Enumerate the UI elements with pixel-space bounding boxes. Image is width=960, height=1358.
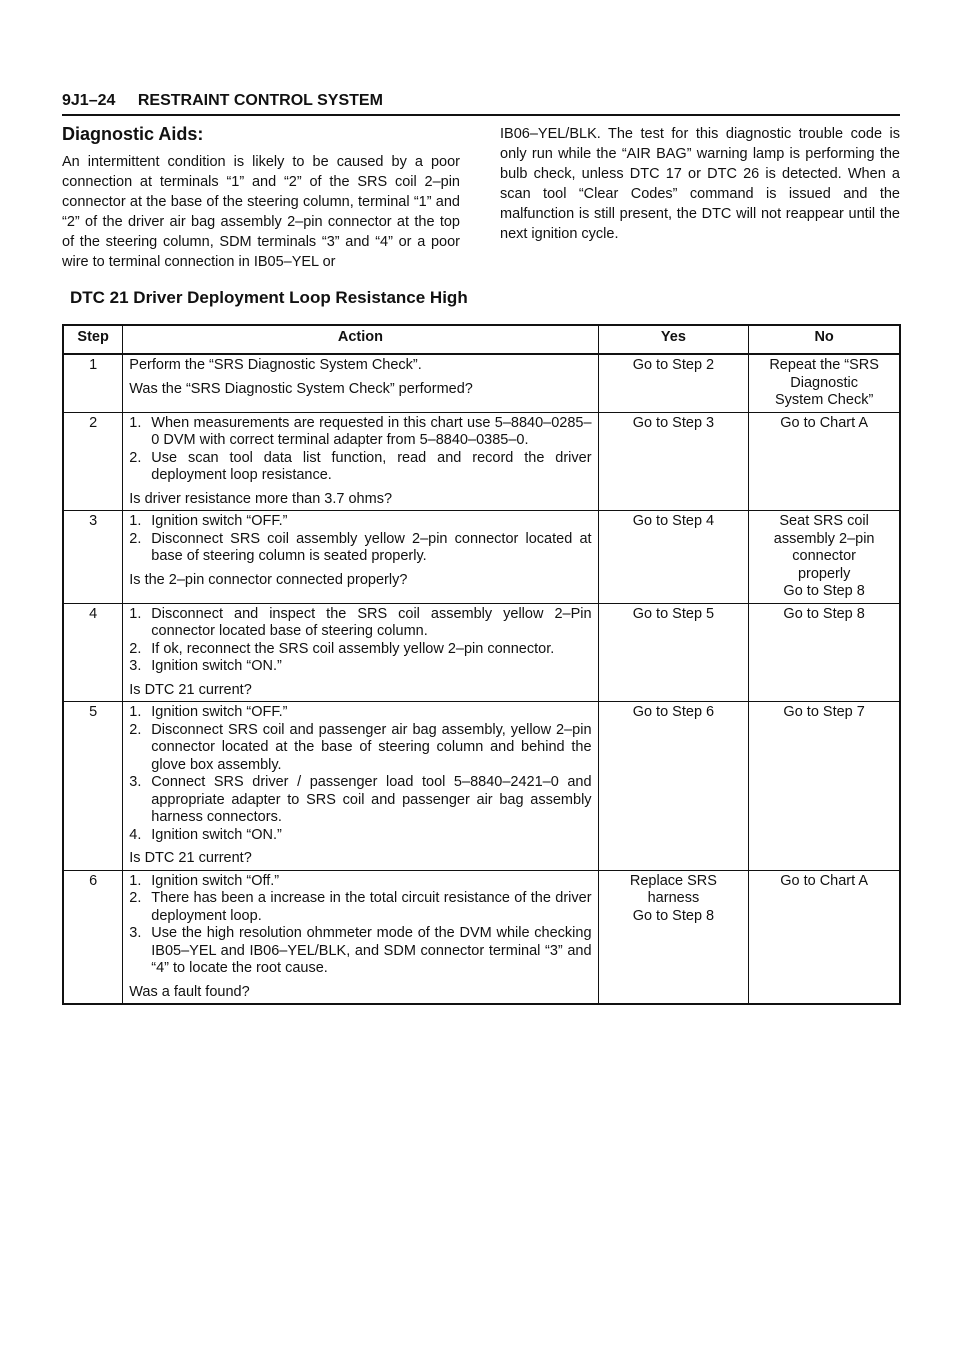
action-item <box>129 606 591 641</box>
yes-result-line: Go to Step 5 <box>632 605 715 622</box>
yes-result-line: Go to Step 3 <box>632 414 715 431</box>
action-item-text: There has been a increase in the total circuit resistance of the driver deployment loop. <box>151 890 592 924</box>
action-item-text: Ignition switch “ON.” <box>151 658 282 674</box>
no-result-line: Go to Step 8 <box>783 583 865 599</box>
action-item-text: Ignition switch “OFF.” <box>151 704 288 720</box>
yes-result-line: Go to Step 6 <box>632 704 715 720</box>
yes-result-line: Go to Step 4 <box>632 513 715 529</box>
action-item-number: 2. <box>129 721 142 738</box>
action-item <box>129 925 591 978</box>
action-list <box>129 704 591 844</box>
no-result-line: connector <box>792 548 856 564</box>
action-item-text: Use scan tool data list function, read and record the driver deployment loop resistance. <box>151 449 592 483</box>
step-number: 3 <box>89 513 98 529</box>
action-item-number: 3. <box>129 925 142 941</box>
no-result-line: Go to Chart A <box>780 872 869 889</box>
action-list <box>129 873 591 978</box>
action-item-number: 1. <box>129 605 142 622</box>
yes-cell <box>598 412 749 511</box>
step-number: 1 <box>89 357 98 373</box>
action-item-number: 3. <box>129 658 142 674</box>
action-item-number: 1. <box>129 513 142 529</box>
yes-cell <box>598 702 749 871</box>
action-item <box>129 722 591 775</box>
action-item-text: Ignition switch “OFF.” <box>151 513 288 529</box>
diagnostic-aids-title: Diagnostic Aids: <box>62 124 204 144</box>
yes-result-line: Go to Step 8 <box>632 907 715 924</box>
no-result-line: Go to Step 8 <box>783 605 865 622</box>
action-item-text: Ignition switch “Off.” <box>151 872 280 889</box>
action-list <box>129 415 591 485</box>
action-item-text: When measurements are requested in this chart use 5–8840–0285–0 DVM with correct terminal adapter from 5–8840–0385–0. <box>151 414 592 448</box>
header-yes: Yes <box>598 325 749 354</box>
action-cell <box>123 354 598 412</box>
action-cell <box>123 511 598 604</box>
section-title: RESTRAINT CONTROL SYSTEM <box>137 92 383 109</box>
action-list <box>129 606 591 676</box>
dtc-title: DTC 21 Driver Deployment Loop Resistance High <box>70 288 468 307</box>
no-result-line: Go to Chart A <box>780 414 869 431</box>
yes-result-line: Go to Step 2 <box>632 357 715 373</box>
action-question: Is the 2–pin connector connected properly? <box>129 571 408 588</box>
header-rule <box>62 114 900 116</box>
action-item-number: 2. <box>129 890 142 906</box>
action-item <box>129 531 591 566</box>
action-item-number: 4. <box>129 826 142 843</box>
action-question: Is DTC 21 current? <box>129 850 252 866</box>
action-list <box>129 513 591 566</box>
action-question: Was the “SRS Diagnostic System Check” performed? <box>129 380 473 397</box>
action-item-number: 2. <box>129 530 142 547</box>
action-item-text: Use the high resolution ohmmeter mode of the DVM while checking IB05–YEL and IB06–YEL/BLK, and SDM connector terminal “3” and “4” to locate the root cause. <box>151 925 592 976</box>
yes-cell <box>598 870 749 1004</box>
table-row <box>63 354 900 412</box>
no-result-line: Diagnostic <box>790 374 858 391</box>
header-action: Action <box>123 325 598 354</box>
table-row <box>63 412 900 511</box>
action-item <box>129 704 591 722</box>
step-number: 2 <box>89 414 98 431</box>
action-cell <box>123 603 598 702</box>
action-item <box>129 873 591 891</box>
action-item-number: 1. <box>129 704 142 720</box>
page-number: 9J1–24 <box>62 92 116 109</box>
no-cell <box>749 870 900 1004</box>
action-item-text: Disconnect SRS coil assembly yellow 2–pin connector located at base of steering column is seated properly. <box>151 530 592 564</box>
action-item-text: Connect SRS driver / passenger load tool 5–8840–2421–0 and appropriate adapter to SRS coil and passenger air bag assembly harness connectors. <box>151 774 592 825</box>
action-intro: Perform the “SRS Diagnostic System Check”. <box>129 357 422 373</box>
step-number: 4 <box>89 605 98 622</box>
header-step: Step <box>63 325 123 354</box>
no-cell <box>749 603 900 702</box>
diagnostic-aids-text-right: IB06–YEL/BLK. The test for this diagnostic trouble code is only run while the “AIR BAG” warning lamp is performing the bulb check, unless DTC 17 or DTC 26 is detected. When a scan tool “Clear Codes” command is issued and the malfunction is still present, the DTC will not reappear until the next ignition cycle. <box>500 126 900 242</box>
action-item-text: Disconnect SRS coil and passenger air bag assembly, yellow 2–pin connector located at the base of steering column and behind the glove box assembly. <box>151 721 592 773</box>
table-row <box>63 511 900 604</box>
action-item <box>129 415 591 450</box>
action-item-number: 2. <box>129 640 142 657</box>
action-item <box>129 774 591 827</box>
action-item <box>129 890 591 925</box>
action-item <box>129 641 591 659</box>
yes-cell <box>598 354 749 412</box>
action-item-text: If ok, reconnect the SRS coil assembly yellow 2–pin connector. <box>151 640 555 657</box>
action-item <box>129 827 591 845</box>
yes-cell <box>598 511 749 604</box>
action-question: Is DTC 21 current? <box>129 681 252 698</box>
action-item <box>129 658 591 676</box>
table-row <box>63 870 900 1004</box>
action-question: Is driver resistance more than 3.7 ohms? <box>129 490 393 507</box>
action-cell <box>123 870 598 1004</box>
step-number: 5 <box>89 704 98 720</box>
yes-result-line: harness <box>647 890 700 906</box>
no-result-line: Repeat the “SRS <box>769 357 879 373</box>
action-item-text: Disconnect and inspect the SRS coil assembly yellow 2–Pin connector located base of steering column. <box>151 605 592 639</box>
yes-result-line: Replace SRS <box>629 872 717 889</box>
action-item <box>129 513 591 531</box>
diagnostic-table <box>62 324 901 1005</box>
no-result-line: System Check” <box>774 392 874 408</box>
action-item-text: Ignition switch “ON.” <box>151 826 282 843</box>
no-cell <box>749 511 900 604</box>
no-cell <box>749 702 900 871</box>
action-cell <box>123 702 598 871</box>
no-cell <box>749 354 900 412</box>
action-item-number: 2. <box>129 449 142 466</box>
header-no: No <box>749 325 900 354</box>
step-number: 6 <box>89 872 98 889</box>
action-cell <box>123 412 598 511</box>
action-item-number: 3. <box>129 774 142 790</box>
diagnostic-aids-text-left: An intermittent condition is likely to be caused by a poor connection at terminals “1” and “2” of the SRS coil 2–pin connector at the base of the steering column, terminal “1” and “2” of the driver air bag assembly 2–pin connector at the top of the steering column, SDM terminals “3” and “4” or a poor wire to terminal connection in IB05–YEL or <box>62 154 460 270</box>
action-item <box>129 450 591 485</box>
action-item-number: 1. <box>129 872 142 889</box>
no-result-line: Seat SRS coil <box>779 513 869 529</box>
table-header-row <box>63 325 900 354</box>
no-result-line: assembly 2–pin <box>773 530 875 547</box>
action-item-number: 1. <box>129 414 142 431</box>
page-header <box>62 92 900 118</box>
table-row <box>63 603 900 702</box>
yes-cell <box>598 603 749 702</box>
table-body <box>63 354 900 1004</box>
action-question: Was a fault found? <box>129 983 250 1000</box>
no-result-line: Go to Step 7 <box>783 704 865 720</box>
no-cell <box>749 412 900 511</box>
table-row <box>63 702 900 871</box>
no-result-line: properly <box>797 565 851 582</box>
